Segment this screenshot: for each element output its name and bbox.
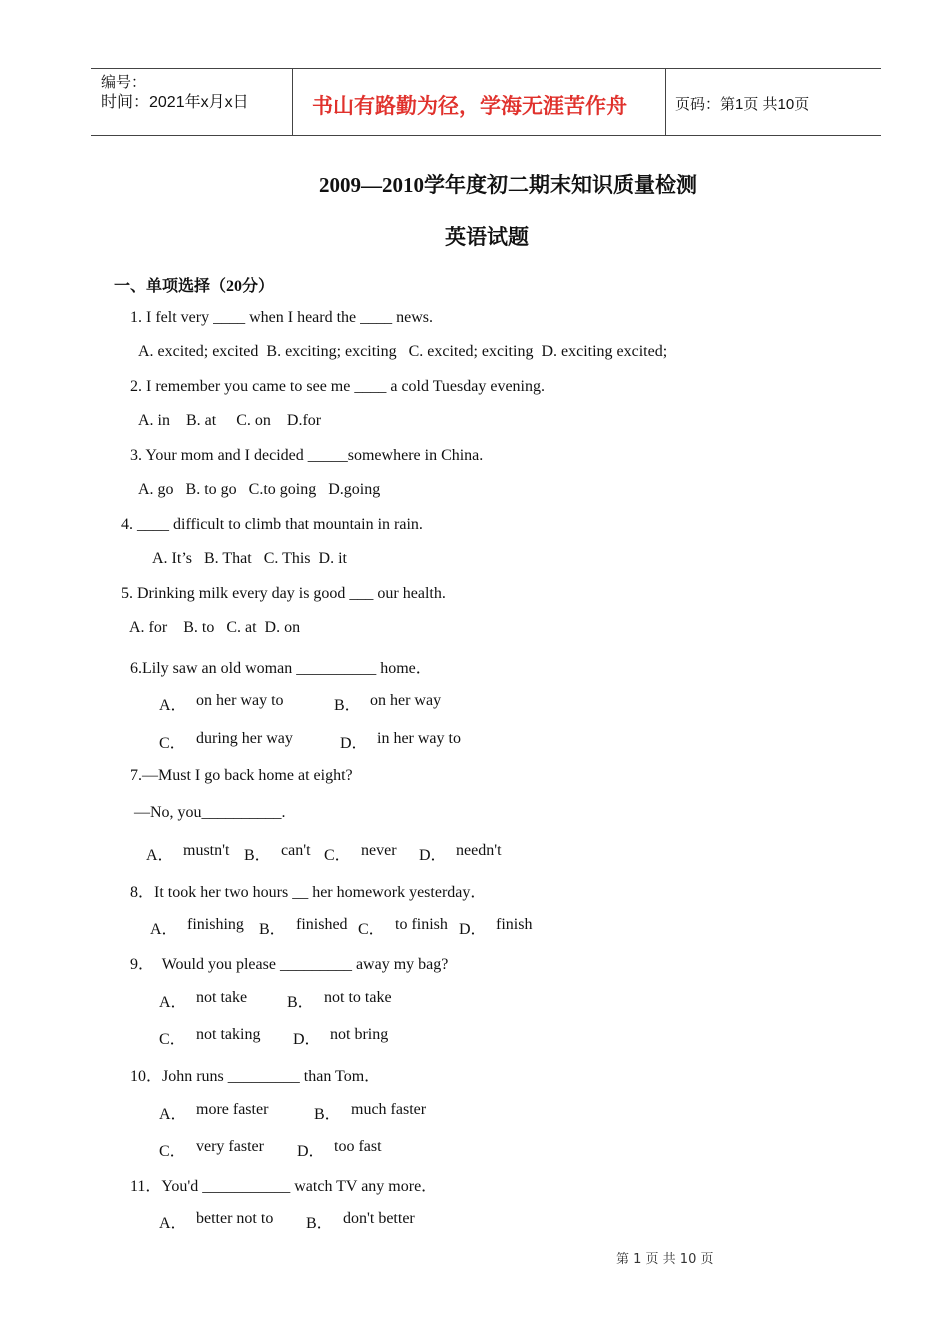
- question-9-option-d: not bring: [330, 1026, 389, 1043]
- question-4-options: A. It’s B. That C. This D. it: [152, 550, 347, 567]
- question-8-option-b: finished: [296, 916, 348, 933]
- question-3-options: A. go B. to go C.to going D.going: [138, 481, 381, 498]
- question-11-option-a-letter: A．: [159, 1215, 187, 1232]
- question-9-option-b-letter: B．: [287, 994, 314, 1011]
- question-5-options: A. for B. to C. at D. on: [129, 619, 301, 636]
- question-9-option-b: not to take: [324, 989, 392, 1006]
- question-9-option-c: not taking: [196, 1026, 261, 1043]
- question-1-options: A. excited; excited B. exciting; exciting C. excited; exciting D. exciting excited;: [138, 343, 668, 360]
- question-9-option-c-letter: C．: [159, 1031, 186, 1048]
- header-number-label: 编号：: [101, 74, 147, 91]
- question-8-option-a-letter: A．: [150, 921, 178, 938]
- question-6-option-c-letter: C．: [159, 735, 186, 752]
- question-6-option-a-letter: A．: [159, 697, 187, 714]
- question-10-option-c-letter: C．: [159, 1143, 186, 1160]
- question-7-option-b-letter: B．: [244, 847, 271, 864]
- question-8-option-c: to finish: [395, 916, 448, 933]
- question-6-option-d-letter: D．: [340, 735, 368, 752]
- header-page-label: 页码：第1页 共10页: [675, 96, 810, 113]
- question-10-option-c: very faster: [196, 1138, 264, 1155]
- question-10-option-a-letter: A．: [159, 1106, 187, 1123]
- question-6-option-c: during her way: [196, 730, 293, 747]
- question-8-option-b-letter: B．: [259, 921, 286, 938]
- question-7-option-a-letter: A．: [146, 847, 174, 864]
- question-7-option-b: can't: [281, 842, 311, 859]
- header-divider-left: [292, 68, 293, 135]
- question-2-options: A. in B. at C. on D.for: [138, 412, 322, 429]
- page-footer: 第 1 页 共 10 页: [616, 1252, 714, 1267]
- question-8-option-d-letter: D．: [459, 921, 487, 938]
- question-10-option-b-letter: B．: [314, 1106, 341, 1123]
- question-6: 6.Lily saw an old woman __________ home．: [130, 660, 432, 677]
- question-7-option-d-letter: D．: [419, 847, 447, 864]
- question-7-option-d: needn't: [456, 842, 502, 859]
- question-9-option-a: not take: [196, 989, 248, 1006]
- question-7-option-a: mustn't: [183, 842, 230, 859]
- question-3: 3. Your mom and I decided _____somewhere in China.: [130, 447, 484, 464]
- question-2: 2. I remember you came to see me ____ a cold Tuesday evening.: [130, 378, 545, 395]
- document-subtitle: 英语试题: [445, 225, 529, 249]
- question-10-option-d-letter: D．: [297, 1143, 325, 1160]
- question-7: 7.—Must I go back home at eight?: [130, 767, 353, 784]
- question-10: 10．John runs _________ than Tom．: [130, 1068, 381, 1085]
- question-8: 8．It took her two hours __ her homework yesterday．: [130, 884, 487, 901]
- question-11-option-b-letter: B．: [306, 1215, 333, 1232]
- question-8-option-c-letter: C．: [358, 921, 385, 938]
- header-divider-right: [665, 68, 666, 135]
- header-top-rule: [91, 68, 881, 69]
- question-6-option-a: on her way to: [196, 692, 284, 709]
- section-heading: 一、单项选择（20分）: [114, 278, 275, 295]
- question-10-option-d: too fast: [334, 1138, 382, 1155]
- question-11: 11．You'd ___________ watch TV any more．: [130, 1178, 438, 1195]
- question-9: 9． Would you please _________ away my bag?: [130, 956, 449, 973]
- question-6-option-b-letter: B．: [334, 697, 361, 714]
- question-11-option-b: don't better: [343, 1210, 415, 1227]
- question-6-option-d: in her way to: [377, 730, 461, 747]
- header-motto: 书山有路勤为径，学海无涯苦作舟: [312, 94, 627, 118]
- header-bottom-rule: [91, 135, 881, 136]
- header-time-label: 时间：2021年x月x日: [101, 94, 249, 111]
- question-8-option-a: finishing: [187, 916, 244, 933]
- question-7-line-2: —No, you__________.: [134, 804, 286, 821]
- question-8-option-d: finish: [496, 916, 533, 933]
- document-title: 2009—2010学年度初二期末知识质量检测: [319, 173, 697, 197]
- question-9-option-d-letter: D．: [293, 1031, 321, 1048]
- question-5: 5. Drinking milk every day is good ___ our health.: [121, 585, 446, 602]
- question-9-option-a-letter: A．: [159, 994, 187, 1011]
- question-11-option-a: better not to: [196, 1210, 274, 1227]
- question-6-option-b: on her way: [370, 692, 442, 709]
- question-7-option-c-letter: C．: [324, 847, 351, 864]
- question-1: 1. I felt very ____ when I heard the ____ news.: [130, 309, 434, 326]
- question-7-option-c: never: [361, 842, 397, 859]
- question-10-option-a: more faster: [196, 1101, 269, 1118]
- question-4: 4. ____ difficult to climb that mountain in rain.: [121, 516, 423, 533]
- question-10-option-b: much faster: [351, 1101, 427, 1118]
